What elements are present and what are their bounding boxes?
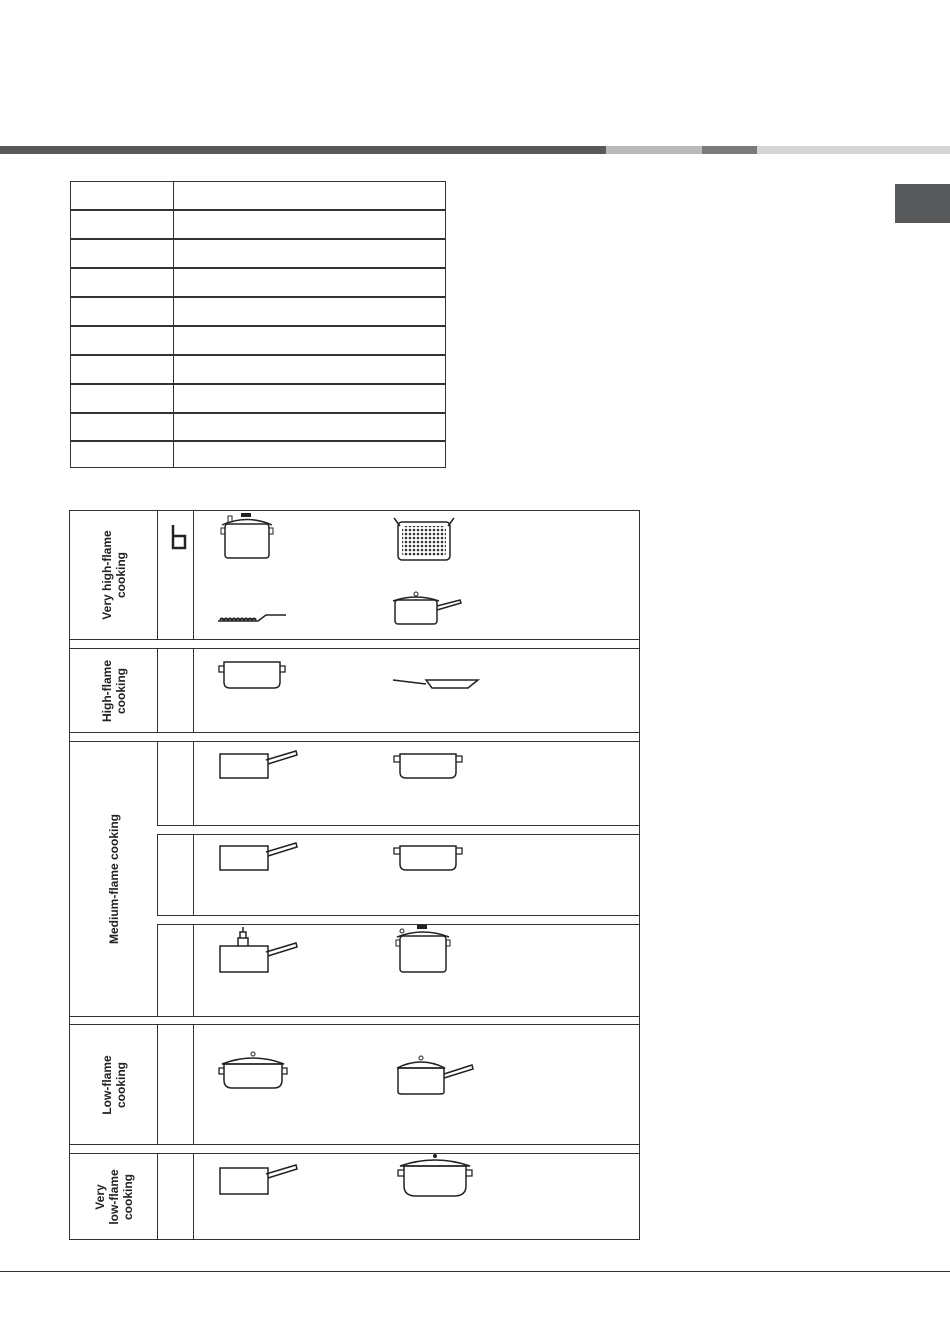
header-bar-light [606, 146, 702, 154]
covered-dutch-oven-icon [396, 1152, 474, 1198]
subrow-separator [157, 825, 639, 835]
section-label: Low-flame cooking [99, 1054, 128, 1115]
covered-saucepan-icon [396, 1054, 476, 1096]
indicator-cell [157, 649, 194, 732]
section-label: Very low-flame cooking [92, 1168, 135, 1225]
section-label-cell [70, 511, 158, 639]
grill-pan-icon [216, 607, 288, 625]
casserole-pot-icon [392, 750, 464, 782]
casserole-pot-icon [392, 842, 464, 874]
indicator-cell [157, 834, 194, 916]
table-row-line [71, 238, 445, 240]
section-label-cell [70, 1154, 158, 1239]
section-low-flame [69, 1024, 640, 1145]
frying-pan-icon [392, 676, 480, 690]
section-high-flame [69, 648, 640, 733]
table-row-line [71, 440, 445, 442]
table-row-line [71, 412, 445, 414]
header-bar-dark [0, 146, 606, 154]
table-row-line [71, 354, 445, 356]
saucepan-with-lid-icon [392, 590, 464, 626]
language-tab [895, 184, 950, 223]
table-row-line [71, 267, 445, 269]
indicator-cell [157, 924, 194, 1016]
section-very-high-flame [69, 510, 640, 640]
section-label: High-flame cooking [99, 659, 128, 722]
table-row-line [71, 325, 445, 327]
table-row-line [71, 383, 445, 385]
section-gap [69, 640, 640, 648]
reference-table [70, 181, 446, 468]
section-label-cell [70, 1025, 158, 1144]
deep-fryer-basket-icon [392, 516, 456, 562]
indicator-cell [157, 742, 194, 826]
section-gap [69, 1145, 640, 1153]
footer-rule [0, 1271, 950, 1272]
casserole-pot-icon [218, 658, 286, 690]
indicator-cell [157, 1154, 194, 1239]
table-row-line [71, 209, 445, 211]
section-gap [69, 1016, 640, 1024]
section-very-low-flame [69, 1153, 640, 1240]
table-row-line [71, 296, 445, 298]
stockpot-with-lid-icon [220, 512, 274, 560]
header-bar-light-right [757, 146, 950, 154]
section-label-cell [70, 742, 158, 1016]
saucepan-icon [218, 840, 300, 874]
header-bar-mid [702, 146, 757, 154]
saucepan-icon [218, 748, 300, 782]
saucepan-with-infuser-icon [218, 926, 300, 976]
saucepan-icon [218, 1162, 300, 1196]
section-label: Very high-flame cooking [99, 530, 128, 620]
section-label-cell [70, 649, 158, 732]
section-label: Medium-flame cooking [106, 813, 121, 945]
section-gap [69, 733, 640, 741]
covered-casserole-icon [218, 1050, 288, 1090]
stockpot-with-lid-icon [394, 924, 452, 974]
section-medium-flame [69, 741, 640, 1017]
indicator-b-icon [171, 524, 187, 550]
indicator-cell [157, 1025, 194, 1144]
